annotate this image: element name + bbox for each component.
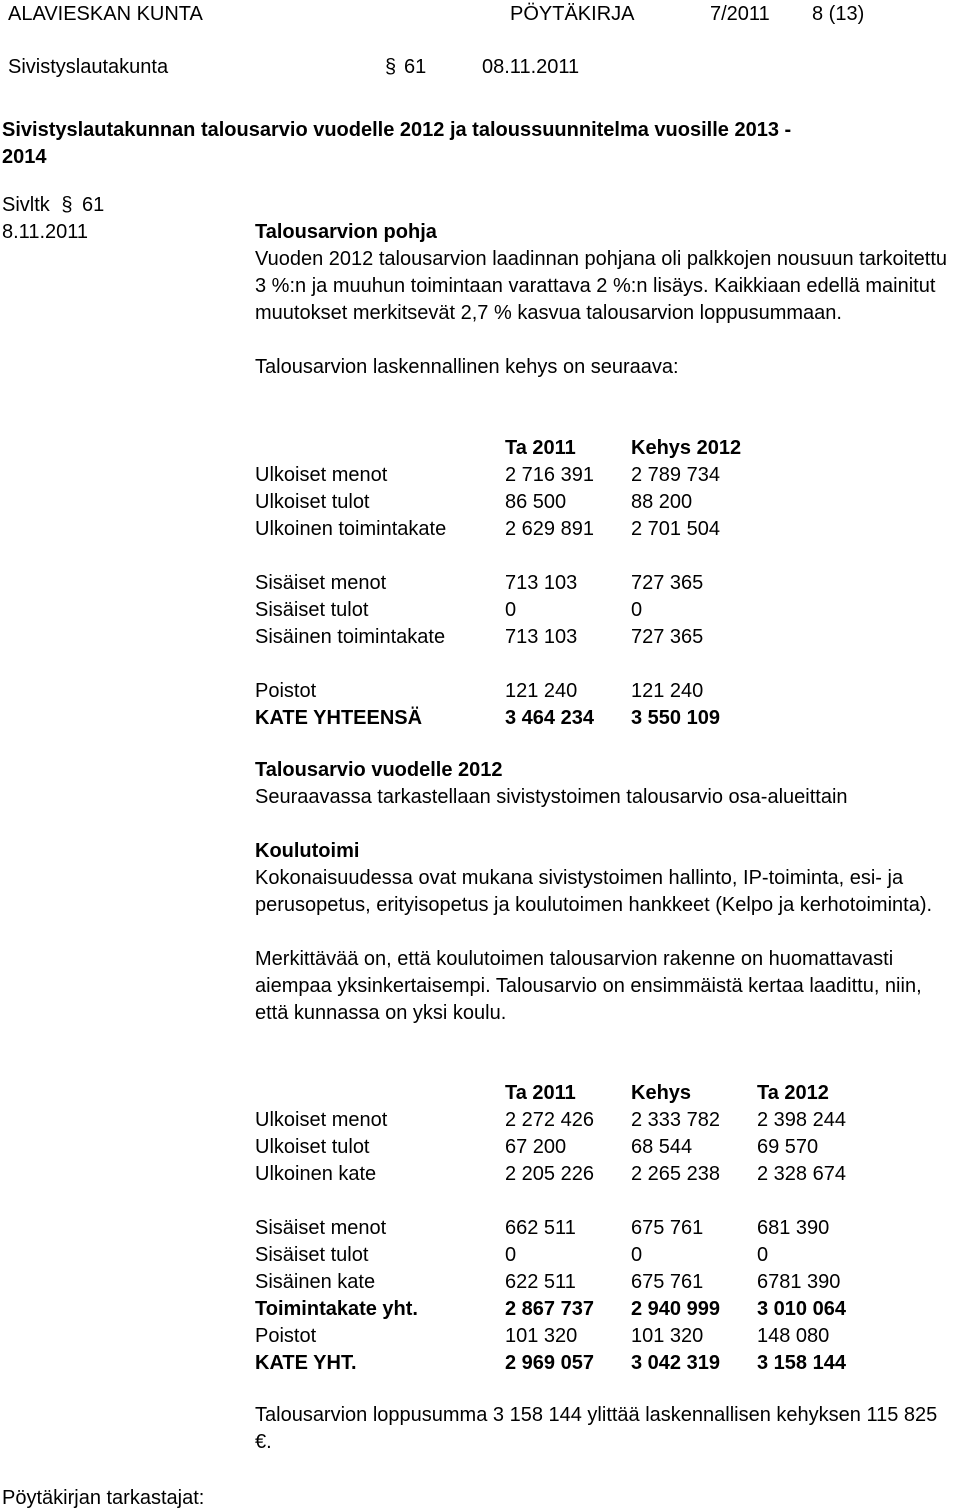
table-cell: 88 200 xyxy=(631,491,693,513)
table-cell: 67 200 xyxy=(505,1136,567,1158)
reference-number: 61 xyxy=(82,194,105,216)
table-row xyxy=(255,1323,887,1350)
table-header-cell: Ta 2012 xyxy=(757,1082,829,1104)
meeting-date: 08.11.2011 xyxy=(482,56,580,78)
row-label: Ulkoiset tulot xyxy=(255,491,370,513)
row-label: Sisäinen kate xyxy=(255,1271,376,1293)
table-row xyxy=(255,678,757,705)
table-cell: 0 xyxy=(631,1244,643,1266)
table-cell: 3 010 064 xyxy=(757,1298,846,1320)
table-cell: 2 867 737 xyxy=(505,1298,594,1320)
paragraph: Talousarvion laskennallinen kehys on seuraava: xyxy=(255,356,679,378)
table-cell: 2 629 891 xyxy=(505,518,594,540)
row-label: Sisäiset tulot xyxy=(255,1244,369,1266)
table-row xyxy=(255,1161,887,1188)
table-row xyxy=(255,1107,887,1134)
section-number: 61 xyxy=(404,56,427,78)
table-cell: 101 320 xyxy=(631,1325,704,1347)
paragraph: Talousarvion loppusumma 3 158 144 ylittää laskennallisen kehyksen 115 825 €. xyxy=(255,1404,938,1453)
paragraph: Vuoden 2012 talousarvion laadinnan pohjana oli palkkojen nousuun tarkoitettu 3 %:n ja muuhun toimintaan varattava 2 %:n lisäys. Kaikkiaan edellä mainitut muutokset merkitsevät 2,7 % kasvua talousarvion loppusummaan. xyxy=(255,248,948,324)
table-cell: 2 328 674 xyxy=(757,1163,846,1185)
table-cell: 121 240 xyxy=(505,680,578,702)
row-label: Poistot xyxy=(255,1325,317,1347)
table-cell: 0 xyxy=(505,1244,517,1266)
row-label: Ulkoinen kate xyxy=(255,1163,377,1185)
table-total-row xyxy=(255,705,757,732)
row-label: KATE YHT. xyxy=(255,1352,357,1374)
frame-table xyxy=(255,435,757,732)
table-header-cell: Ta 2011 xyxy=(505,437,576,459)
table-cell: 3 464 234 xyxy=(505,707,594,729)
row-label: Toimintakate yht. xyxy=(255,1298,418,1320)
section-heading: Koulutoimi xyxy=(255,840,360,862)
table-cell: 101 320 xyxy=(505,1325,578,1347)
section-budget-2012 xyxy=(255,757,955,811)
page-title-line2: 2014 xyxy=(2,146,47,168)
row-label: Sisäinen toimintakate xyxy=(255,626,446,648)
table-cell: 2 969 057 xyxy=(505,1352,594,1374)
table-cell: 0 xyxy=(757,1244,769,1266)
table-cell: 713 103 xyxy=(505,572,578,594)
municipality-name: ALAVIESKAN KUNTA xyxy=(8,3,203,25)
table-cell: 2 205 226 xyxy=(505,1163,594,1185)
table-row xyxy=(255,462,757,489)
table-header-row xyxy=(255,1080,887,1107)
paragraph: Merkittävää on, että koulutoimen talousarvion rakenne on huomattavasti aiempaa yksinkertaisempi. Talousarvio on ensimmäistä kertaa laadittu, niin, että kunnassa on yksi koulu. xyxy=(255,948,922,1024)
table-header-cell: Ta 2011 xyxy=(505,1082,576,1104)
reference-line xyxy=(2,192,104,219)
document-number: 7/2011 xyxy=(710,3,770,25)
reference-symbol: § xyxy=(61,194,73,216)
row-label: Sisäiset menot xyxy=(255,1217,387,1239)
section-heading: Talousarvion pohja xyxy=(255,221,437,243)
table-cell: 2 398 244 xyxy=(757,1109,846,1131)
table-cell: 121 240 xyxy=(631,680,704,702)
table-cell: 681 390 xyxy=(757,1217,830,1239)
footer-label: Pöytäkirjan tarkastajat: xyxy=(2,1487,205,1509)
row-label: Poistot xyxy=(255,680,317,702)
row-label: Ulkoiset tulot xyxy=(255,1136,370,1158)
table-cell: 2 789 734 xyxy=(631,464,720,486)
section-budget-basis xyxy=(255,219,955,381)
table-cell: 675 761 xyxy=(631,1217,704,1239)
table-cell: 2 265 238 xyxy=(631,1163,720,1185)
table-row xyxy=(255,570,757,597)
table-header-cell: Kehys xyxy=(631,1082,692,1104)
table-cell: 3 042 319 xyxy=(631,1352,720,1374)
section-symbol: § xyxy=(385,56,397,78)
table-cell: 86 500 xyxy=(505,491,567,513)
row-label: Sisäiset tulot xyxy=(255,599,369,621)
table-subtotal-row xyxy=(255,1296,887,1323)
table-row xyxy=(255,1269,887,1296)
reference-date: 8.11.2011 xyxy=(2,221,89,243)
row-label: Ulkoinen toimintakate xyxy=(255,518,447,540)
table-cell: 675 761 xyxy=(631,1271,704,1293)
reference-label: Sivltk xyxy=(2,194,50,216)
document-type: PÖYTÄKIRJA xyxy=(510,3,635,25)
closing-statement xyxy=(255,1402,955,1456)
table-row xyxy=(255,489,757,516)
table-cell: 3 550 109 xyxy=(631,707,720,729)
table-cell: 2 272 426 xyxy=(505,1109,594,1131)
table-cell: 2 701 504 xyxy=(631,518,720,540)
table-cell: 0 xyxy=(631,599,643,621)
table-header-row xyxy=(255,435,757,462)
table-cell: 0 xyxy=(505,599,517,621)
board-name: Sivistyslautakunta xyxy=(8,56,169,78)
row-label: Ulkoiset menot xyxy=(255,464,388,486)
table-cell: 727 365 xyxy=(631,572,704,594)
row-label: Sisäiset menot xyxy=(255,572,387,594)
table-cell: 662 511 xyxy=(505,1217,576,1239)
table-cell: 6781 390 xyxy=(757,1271,841,1293)
table-cell: 3 158 144 xyxy=(757,1352,846,1374)
education-budget-table xyxy=(255,1080,887,1377)
table-cell: 68 544 xyxy=(631,1136,693,1158)
table-cell: 727 365 xyxy=(631,626,704,648)
table-cell: 2 333 782 xyxy=(631,1109,720,1131)
row-label: Ulkoiset menot xyxy=(255,1109,388,1131)
table-header-cell: Kehys 2012 xyxy=(631,437,742,459)
table-row xyxy=(255,516,757,543)
table-row xyxy=(255,624,757,651)
table-cell: 2 716 391 xyxy=(505,464,594,486)
page-title-line1: Sivistyslautakunnan talousarvio vuodelle 2012 ja taloussuunnitelma vuosille 2013 - xyxy=(2,119,792,141)
table-row xyxy=(255,1242,887,1269)
table-header-cell xyxy=(255,435,505,462)
table-row xyxy=(255,1134,887,1161)
section-education xyxy=(255,838,955,1027)
table-header-cell xyxy=(255,1080,505,1107)
table-row xyxy=(255,1215,887,1242)
table-cell: 148 080 xyxy=(757,1325,830,1347)
table-cell: 622 511 xyxy=(505,1271,576,1293)
section-heading: Talousarvio vuodelle 2012 xyxy=(255,759,503,781)
page-number: 8 (13) xyxy=(812,3,865,25)
table-cell: 69 570 xyxy=(757,1136,819,1158)
paragraph: Kokonaisuudessa ovat mukana sivistystoimen hallinto, IP-toiminta, esi- ja perusopetus, erityisopetus ja koulutoimen hankkeet (Kelpo ja kerhotoiminta). xyxy=(255,867,933,916)
table-total-row xyxy=(255,1350,887,1377)
table-cell: 713 103 xyxy=(505,626,578,648)
table-row xyxy=(255,597,757,624)
table-cell: 2 940 999 xyxy=(631,1298,720,1320)
paragraph: Seuraavassa tarkastellaan sivistystoimen talousarvio osa-alueittain xyxy=(255,786,848,808)
row-label: KATE YHTEENSÄ xyxy=(255,707,423,729)
